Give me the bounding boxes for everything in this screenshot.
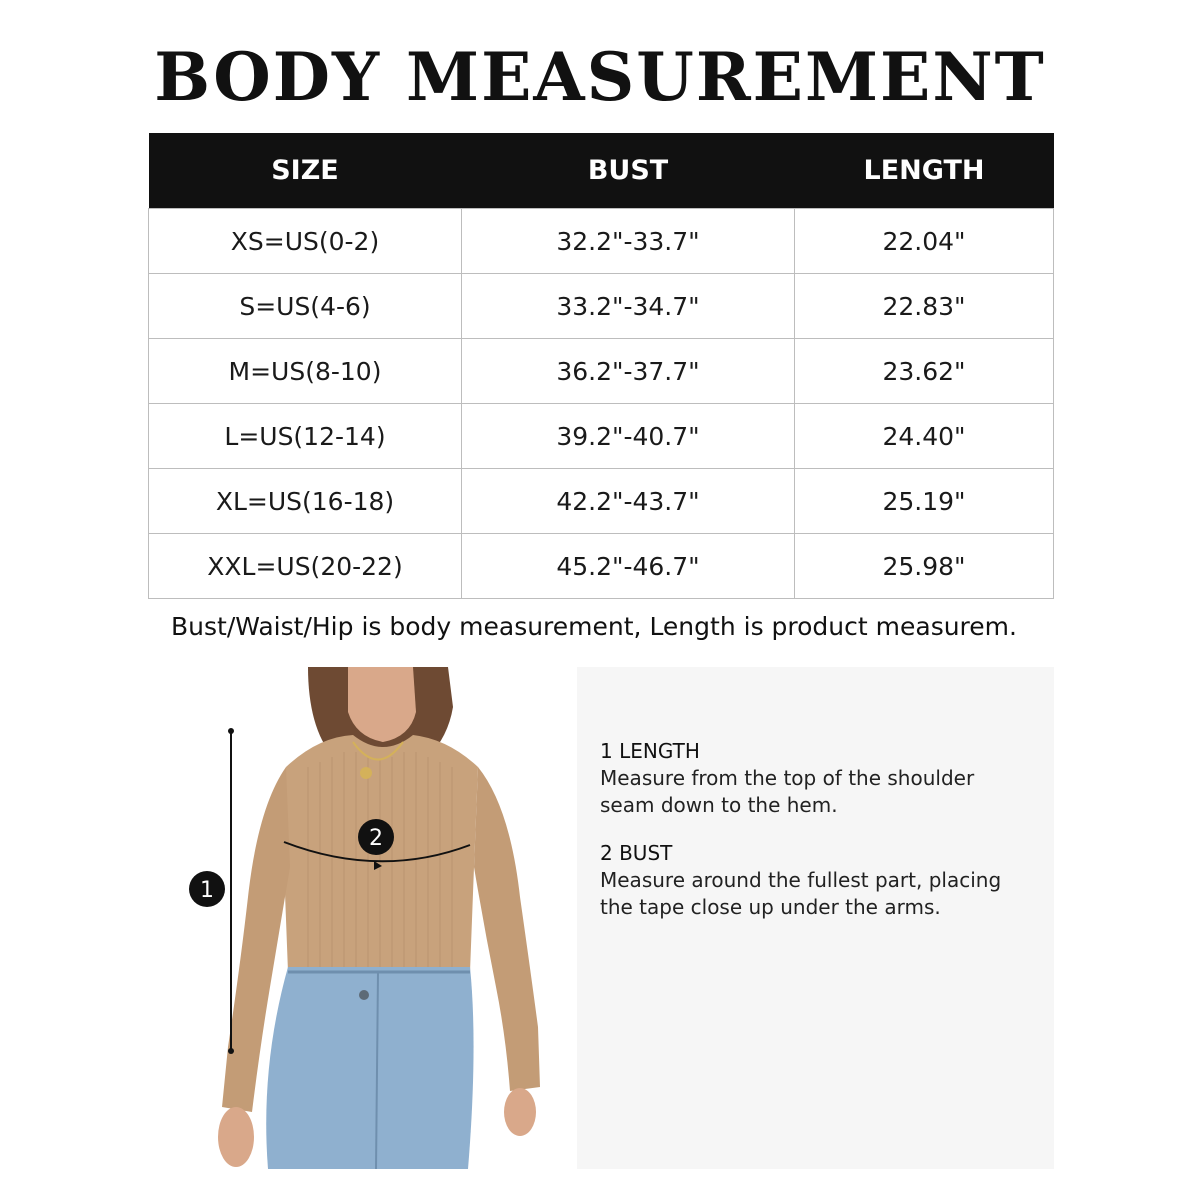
- cell-size: M=US(8-10): [149, 339, 462, 404]
- cell-bust: 42.2"-43.7": [462, 469, 795, 534]
- cell-size: L=US(12-14): [149, 404, 462, 469]
- length-instruction: [600, 738, 1040, 819]
- table-row: [149, 469, 1054, 534]
- cell-size: S=US(4-6): [149, 274, 462, 339]
- cell-size: XS=US(0-2): [149, 209, 462, 274]
- table-row: [149, 274, 1054, 339]
- header-size: SIZE: [149, 133, 462, 209]
- model-illustration: [148, 667, 578, 1169]
- header-bust: BUST: [462, 133, 795, 209]
- cell-bust: 32.2"-33.7": [462, 209, 795, 274]
- cell-length: 24.40": [795, 404, 1054, 469]
- length-top-dot: [228, 728, 234, 734]
- header-length: LENGTH: [795, 133, 1054, 209]
- cell-bust: 39.2"-40.7": [462, 404, 795, 469]
- length-instruction-heading: 1 LENGTH: [600, 739, 700, 763]
- cell-size: XL=US(16-18): [149, 469, 462, 534]
- cell-bust: 45.2"-46.7": [462, 534, 795, 599]
- length-bottom-dot: [228, 1048, 234, 1054]
- cell-length: 22.83": [795, 274, 1054, 339]
- jeans-shape: [266, 967, 473, 1169]
- size-chart-table: [148, 133, 1054, 599]
- right-hand-shape: [504, 1088, 536, 1136]
- right-sleeve-shape: [474, 767, 540, 1091]
- bust-instruction-heading: 2 BUST: [600, 841, 673, 865]
- cell-length: 25.98": [795, 534, 1054, 599]
- cell-bust: 36.2"-37.7": [462, 339, 795, 404]
- cell-size: XXL=US(20-22): [149, 534, 462, 599]
- bust-instruction-line: Measure around the fullest part, placing: [600, 868, 1002, 892]
- table-row: [149, 209, 1054, 274]
- cell-length: 22.04": [795, 209, 1054, 274]
- jeans-button: [359, 990, 369, 1000]
- table-row: [149, 339, 1054, 404]
- bust-instruction: [600, 840, 1040, 921]
- cell-length: 25.19": [795, 469, 1054, 534]
- table-row: [149, 404, 1054, 469]
- page-title: BODY MEASUREMENT: [154, 38, 1046, 116]
- measurement-note: Bust/Waist/Hip is body measurement, Length is product measurem.: [171, 612, 1017, 641]
- bust-instruction-line: the tape close up under the arms.: [600, 895, 941, 919]
- left-hand-shape: [218, 1107, 254, 1167]
- cell-length: 23.62": [795, 339, 1054, 404]
- instructions-panel: [577, 667, 1054, 1169]
- model-photo: [148, 667, 578, 1169]
- length-marker-label: 1: [200, 878, 214, 903]
- length-instruction-line: Measure from the top of the shoulder: [600, 766, 975, 790]
- cell-bust: 33.2"-34.7": [462, 274, 795, 339]
- bust-marker-label: 2: [369, 826, 383, 851]
- pendant-shape: [360, 767, 372, 779]
- table-row: [149, 534, 1054, 599]
- table-header-row: [149, 133, 1054, 209]
- length-instruction-line: seam down to the hem.: [600, 793, 838, 817]
